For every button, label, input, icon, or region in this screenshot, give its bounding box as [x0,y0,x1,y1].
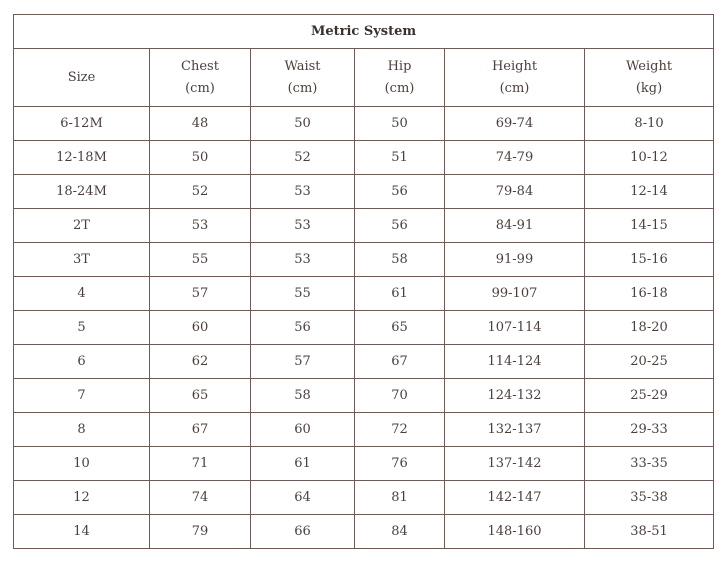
cell-height: 74-79 [445,141,585,175]
cell-height: 114-124 [445,345,585,379]
cell-chest: 52 [150,175,251,209]
cell-waist: 52 [251,141,355,175]
cell-hip: 65 [355,311,445,345]
cell-waist: 66 [251,515,355,549]
header-row [14,49,714,107]
column-header-waist [251,49,355,107]
cell-chest: 48 [150,107,251,141]
cell-waist: 60 [251,413,355,447]
cell-hip: 81 [355,481,445,515]
cell-height: 91-99 [445,243,585,277]
cell-size: 6 [14,345,150,379]
table-row [14,209,714,243]
cell-height: 79-84 [445,175,585,209]
cell-chest: 74 [150,481,251,515]
cell-height: 99-107 [445,277,585,311]
cell-hip: 67 [355,345,445,379]
cell-hip: 70 [355,379,445,413]
cell-weight: 33-35 [585,447,714,481]
cell-height: 132-137 [445,413,585,447]
cell-size: 4 [14,277,150,311]
cell-waist: 61 [251,447,355,481]
cell-weight: 35-38 [585,481,714,515]
cell-chest: 55 [150,243,251,277]
cell-size: 12-18M [14,141,150,175]
cell-chest: 53 [150,209,251,243]
column-label: Size [67,69,96,85]
column-unit: (cm) [384,80,415,96]
table-title: Metric System [14,15,714,49]
table-body [14,107,714,549]
column-label: Hip [387,58,412,74]
table-row [14,311,714,345]
cell-weight: 38-51 [585,515,714,549]
cell-height: 124-132 [445,379,585,413]
cell-hip: 58 [355,243,445,277]
table-row [14,277,714,311]
cell-height: 137-142 [445,447,585,481]
cell-waist: 53 [251,175,355,209]
cell-hip: 51 [355,141,445,175]
column-unit: (cm) [499,80,530,96]
cell-hip: 84 [355,515,445,549]
column-header-size [14,49,150,107]
cell-height: 69-74 [445,107,585,141]
cell-waist: 53 [251,209,355,243]
cell-waist: 64 [251,481,355,515]
table-row [14,447,714,481]
cell-chest: 60 [150,311,251,345]
cell-chest: 50 [150,141,251,175]
cell-weight: 10-12 [585,141,714,175]
cell-hip: 56 [355,209,445,243]
table-row [14,379,714,413]
table-row [14,413,714,447]
cell-waist: 57 [251,345,355,379]
cell-waist: 55 [251,277,355,311]
column-label: Height [491,58,538,74]
cell-size: 12 [14,481,150,515]
table-row [14,175,714,209]
cell-chest: 57 [150,277,251,311]
column-header-height [445,49,585,107]
table-row [14,141,714,175]
cell-size: 6-12M [14,107,150,141]
column-header-chest [150,49,251,107]
column-header-hip [355,49,445,107]
table-row [14,481,714,515]
title-row [14,15,714,49]
cell-chest: 65 [150,379,251,413]
column-header-weight [585,49,714,107]
column-label: Weight [625,58,673,74]
cell-weight: 12-14 [585,175,714,209]
table-row [14,515,714,549]
cell-chest: 71 [150,447,251,481]
cell-weight: 16-18 [585,277,714,311]
table-row [14,107,714,141]
cell-weight: 15-16 [585,243,714,277]
cell-size: 14 [14,515,150,549]
cell-size: 5 [14,311,150,345]
table-row [14,345,714,379]
cell-size: 3T [14,243,150,277]
cell-waist: 53 [251,243,355,277]
cell-weight: 18-20 [585,311,714,345]
cell-weight: 29-33 [585,413,714,447]
cell-chest: 62 [150,345,251,379]
cell-hip: 56 [355,175,445,209]
table-row [14,243,714,277]
cell-height: 84-91 [445,209,585,243]
cell-height: 142-147 [445,481,585,515]
cell-hip: 76 [355,447,445,481]
column-unit: (cm) [287,80,318,96]
cell-weight: 14-15 [585,209,714,243]
cell-height: 148-160 [445,515,585,549]
cell-weight: 25-29 [585,379,714,413]
cell-size: 8 [14,413,150,447]
size-chart-table [13,14,714,549]
column-label: Waist [284,58,321,74]
column-label: Chest [181,58,219,74]
cell-weight: 8-10 [585,107,714,141]
cell-size: 18-24M [14,175,150,209]
cell-size: 2T [14,209,150,243]
cell-chest: 79 [150,515,251,549]
column-unit: (cm) [185,80,215,96]
cell-waist: 50 [251,107,355,141]
cell-weight: 20-25 [585,345,714,379]
cell-waist: 56 [251,311,355,345]
cell-hip: 50 [355,107,445,141]
column-unit: (kg) [635,80,663,96]
cell-waist: 58 [251,379,355,413]
cell-size: 10 [14,447,150,481]
cell-height: 107-114 [445,311,585,345]
cell-chest: 67 [150,413,251,447]
cell-size: 7 [14,379,150,413]
cell-hip: 61 [355,277,445,311]
cell-hip: 72 [355,413,445,447]
